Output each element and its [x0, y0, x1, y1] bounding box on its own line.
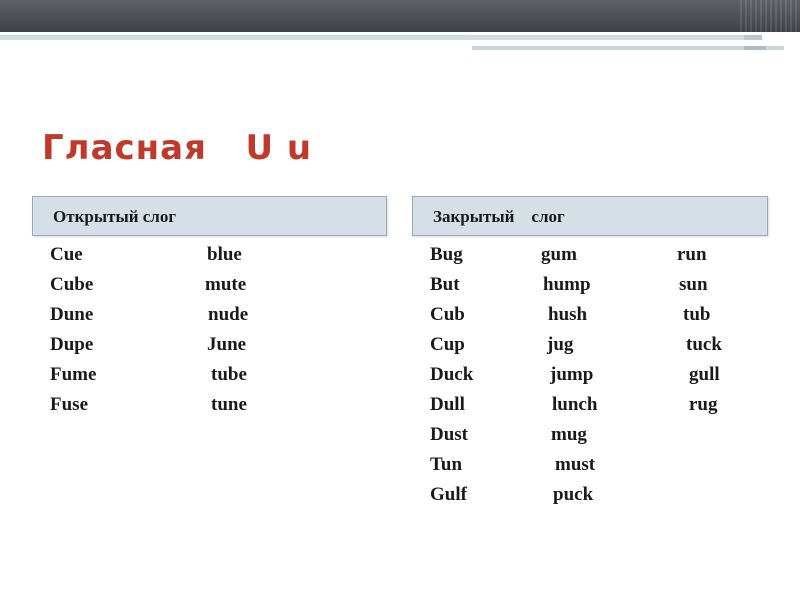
- word-item: Dune: [50, 304, 94, 325]
- word-item: mute: [205, 274, 247, 295]
- word-item: gull: [689, 364, 720, 385]
- word-item: hush: [548, 304, 588, 325]
- word-item: Duck: [430, 364, 474, 385]
- word-item: Bug: [430, 244, 463, 265]
- word-item: tube: [211, 364, 247, 385]
- word-item: Fuse: [50, 394, 88, 415]
- word-item: June: [207, 334, 247, 355]
- open-syllable-header: Открытый слог: [32, 196, 387, 236]
- word-item: run: [677, 244, 707, 265]
- word-item: Cue: [50, 244, 83, 265]
- word-item: blue: [207, 244, 242, 265]
- word-item: Dull: [430, 394, 465, 415]
- word-item: tub: [683, 304, 711, 325]
- word-item: puck: [553, 484, 594, 505]
- closed-syllable-header: Закрытый слог: [412, 196, 768, 236]
- top-decor-band: [0, 0, 800, 32]
- word-item: sun: [679, 274, 708, 295]
- word-item: Fume: [50, 364, 97, 385]
- word-item: lunch: [552, 394, 598, 415]
- word-item: tune: [211, 394, 247, 415]
- word-item: tuck: [686, 334, 722, 355]
- word-item: gum: [541, 244, 577, 265]
- word-item: Tun: [430, 454, 463, 475]
- word-item: Cub: [430, 304, 465, 325]
- word-item: rug: [689, 394, 718, 415]
- word-item: Dust: [430, 424, 469, 445]
- decor-bar: [0, 35, 744, 40]
- word-item: But: [430, 274, 460, 295]
- decor-bar: [744, 46, 766, 50]
- word-item: jump: [550, 364, 594, 385]
- word-item: must: [555, 454, 596, 475]
- word-item: hump: [543, 274, 591, 295]
- decor-bar: [472, 46, 744, 50]
- word-item: Dupe: [50, 334, 94, 355]
- decor-dots: [740, 0, 800, 32]
- word-item: nude: [208, 304, 249, 325]
- word-item: Gulf: [430, 484, 467, 505]
- word-item: Cup: [430, 334, 465, 355]
- word-item: Cube: [50, 274, 94, 295]
- word-item: mug: [551, 424, 587, 445]
- decor-bar: [766, 46, 784, 50]
- word-item: jug: [547, 334, 574, 355]
- slide-title: Гласная U u: [42, 128, 313, 168]
- decor-bar: [744, 35, 762, 40]
